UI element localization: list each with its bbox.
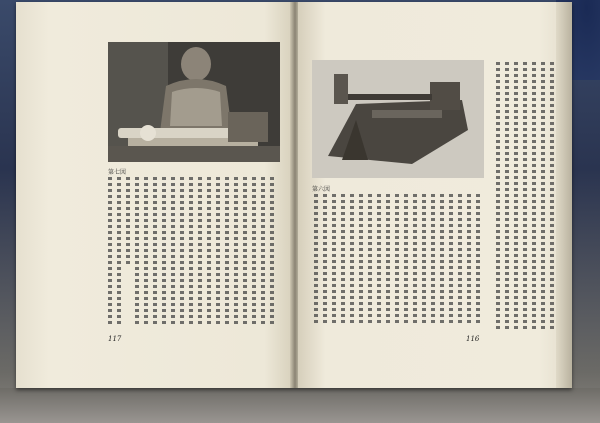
text-line <box>144 177 148 327</box>
text-line <box>243 177 247 327</box>
page-number-left: 117 <box>108 335 122 343</box>
text-line <box>440 194 444 326</box>
lathe-photo <box>312 60 484 178</box>
page-edges <box>556 2 572 388</box>
text-line <box>323 194 327 326</box>
right-page <box>298 2 572 388</box>
text-line <box>449 194 453 326</box>
text-line <box>153 177 157 327</box>
text-line <box>171 177 175 327</box>
text-line <box>395 194 399 326</box>
text-line <box>180 177 184 327</box>
open-book <box>16 2 572 388</box>
text-line <box>431 194 435 326</box>
text-line <box>476 194 480 326</box>
text-line <box>505 62 509 330</box>
text-line <box>413 194 417 326</box>
text-line <box>532 62 536 330</box>
text-line <box>350 194 354 326</box>
text-line <box>386 194 390 326</box>
text-line <box>189 177 193 327</box>
text-line <box>341 194 345 326</box>
left-page <box>16 2 292 388</box>
text-line <box>467 194 471 326</box>
text-line <box>207 177 211 327</box>
body-text-right <box>312 194 488 329</box>
text-line <box>135 177 139 327</box>
text-line <box>162 177 166 327</box>
text-line <box>126 177 130 267</box>
body-text-right-top <box>494 62 564 332</box>
text-line <box>368 194 372 326</box>
text-line <box>550 62 554 330</box>
text-line <box>270 177 274 327</box>
text-line <box>332 194 336 326</box>
text-line <box>198 177 202 327</box>
text-line <box>216 177 220 327</box>
text-line <box>108 177 112 327</box>
text-line <box>541 62 545 330</box>
figure-caption-right: 第六図 <box>312 186 331 193</box>
text-line <box>514 62 518 330</box>
text-line <box>261 177 265 327</box>
figure-caption-left: 第七図 <box>108 169 127 176</box>
text-line <box>458 194 462 326</box>
text-line <box>404 194 408 326</box>
lathe-illustration <box>312 60 484 178</box>
text-line <box>314 194 318 326</box>
craftsman-illustration <box>108 42 280 162</box>
text-line <box>225 177 229 327</box>
text-line <box>252 177 256 327</box>
text-line <box>117 177 121 327</box>
text-line <box>496 62 500 330</box>
table-surface <box>0 388 600 423</box>
page-number-right: 116 <box>466 335 480 343</box>
text-line <box>359 194 363 326</box>
text-line <box>234 177 238 327</box>
text-line <box>422 194 426 326</box>
craftsman-photo <box>108 42 280 162</box>
body-text-left <box>106 177 282 329</box>
text-line <box>523 62 527 330</box>
text-line <box>377 194 381 326</box>
